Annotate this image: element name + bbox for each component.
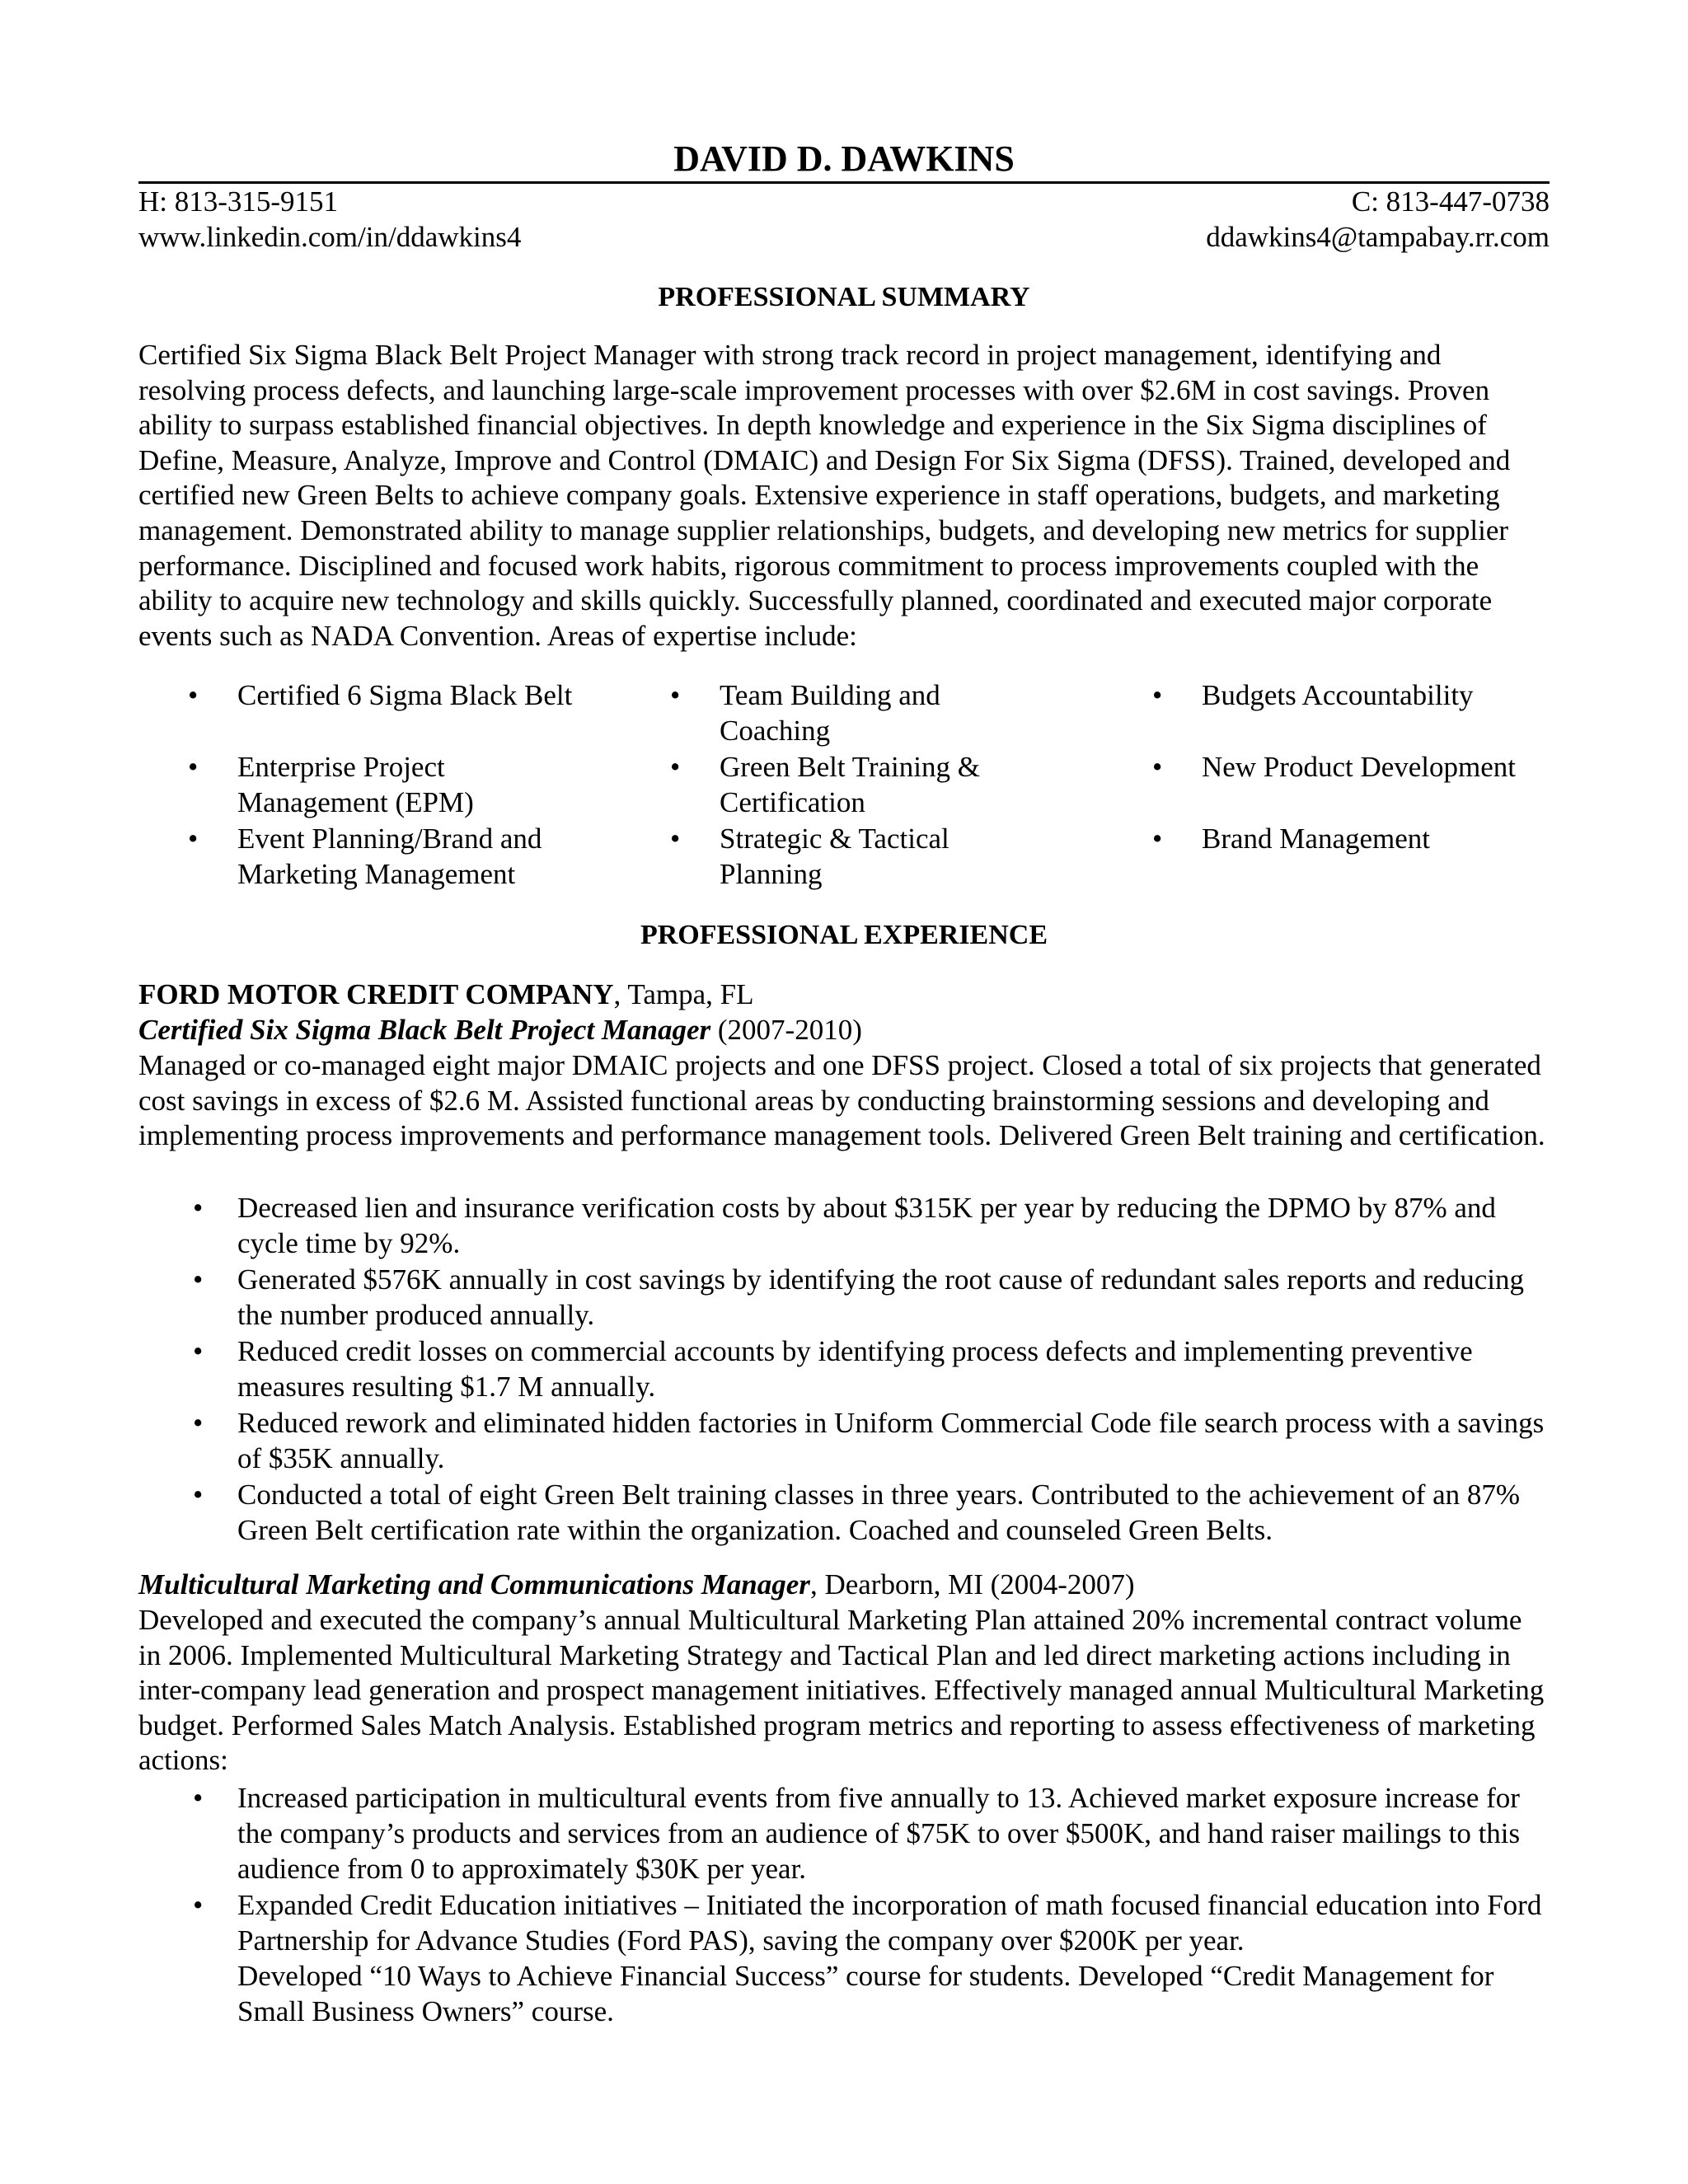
bullet-icon: •: [193, 1782, 204, 1814]
summary-text: Certified Six Sigma Black Belt Project Manager with strong track record in project management, identifying and resolving process defects, and launching large-scale improvement processes with over $2.6M in cost savings. Proven ability to surpass established financial objectives. In depth knowledge and experience in the Six Sigma disciplines of Define, Measure, Analyze, Improve and Control (DMAIC) and Design For Six Sigma (DFSS). Trained, developed and certified new Green Belts to achieve company goals. Extensive experience in staff operations, budgets, and marketing management. Demonstrated ability to manage supplier relationships, budgets, and developing new metrics for supplier performance. Disciplined and focused work habits, rigorous commitment to process improvements coupled with the ability to acquire new technology and skills quickly. Successfully planned, coordinated and executed major corporate events such as NADA Convention. Areas of expertise include:: [138, 339, 1511, 652]
role-title: Multicultural Marketing and Communications Manager: [138, 1568, 810, 1601]
bullet-icon: •: [188, 679, 199, 711]
skill-item: Certified 6 Sigma Black Belt: [237, 679, 573, 711]
bullet-icon: •: [193, 1335, 204, 1367]
skill-item: Enterprise Project Management (EPM): [237, 751, 474, 818]
skill-item: Brand Management: [1202, 823, 1430, 855]
skill-item: Strategic & Tactical Planning: [720, 823, 950, 890]
cell-phone: C: 813-447-0738: [1351, 185, 1550, 218]
achievement-list: [138, 1780, 1550, 2030]
role-description: Managed or co-managed eight major DMAIC projects and one DFSS project. Closed a total of six projects that generated cost savings in excess of $2.6 M. Assisted functional areas by conducting brainstorming sessions and developing and implementing process improvements and performance management tools. Delivered Green Belt training and certification.: [138, 1049, 1545, 1152]
role-description: Developed and executed the company’s annual Multicultural Marketing Plan attained 20% incremental contract volume in 2006. Implemented Multicultural Marketing Strategy and Tactical Plan and led direct marketing actions including in inter-company lead generation and prospect management initiatives. Effectively managed annual Multicultural Marketing budget. Performed Sales Match Analysis. Established program metrics and reporting to assess effectiveness of marketing actions:: [138, 1604, 1545, 1777]
skills-row: [138, 677, 1550, 750]
bullet-icon: •: [193, 1263, 204, 1296]
bullet-icon: •: [670, 679, 681, 711]
achievement-item: • Reduced credit losses on commercial accounts by identifying process defects and implementing preventive measures resulting $1.7 M annually.: [193, 1335, 1473, 1403]
achievement-item: • Expanded Credit Education initiatives – Initiated the incorporation of math focused financial education into Ford Partnership for Advance Studies (Ford PAS), saving the company over $200K per year.: [193, 1889, 1542, 1957]
achievement-continuation: Developed “10 Ways to Achieve Financial Success” course for students. Developed “Credit Management for Small Business Owners” course.: [237, 1960, 1494, 2027]
role-meta: , Dearborn, MI (2004-2007): [809, 1568, 1135, 1601]
bullet-icon: •: [1152, 751, 1163, 783]
bullet-icon: •: [193, 1407, 204, 1439]
header-divider: [138, 181, 1550, 184]
company-location: , Tampa, FL: [613, 978, 754, 1010]
skill-item: New Product Development: [1202, 751, 1517, 783]
bullet-icon: •: [193, 1889, 204, 1921]
summary-heading: PROFESSIONAL SUMMARY: [658, 282, 1030, 312]
skill-item: Budgets Accountability: [1202, 679, 1474, 711]
contact-row-phones: [138, 185, 1550, 219]
role-title: Certified Six Sigma Black Belt Project Manager: [138, 1014, 711, 1046]
company-line: [138, 977, 1550, 1012]
bullet-icon: •: [188, 823, 199, 855]
bullet-icon: •: [1152, 679, 1163, 711]
bullet-icon: •: [670, 751, 681, 783]
experience-heading: PROFESSIONAL EXPERIENCE: [640, 920, 1048, 950]
bullet-icon: •: [1152, 823, 1163, 855]
role-title-line: [138, 1568, 1550, 1602]
linkedin-link[interactable]: www.linkedin.com/in/ddawkins4: [138, 221, 522, 253]
bullet-icon: •: [188, 751, 199, 783]
achievement-item: • Conducted a total of eight Green Belt training classes in three years. Contributed to the achievement of an 87% Green Belt certification rate within the organization. Coached and counseled Green Belts.: [193, 1479, 1521, 1546]
candidate-name: DAVID D. DAWKINS: [673, 138, 1015, 179]
company-name: FORD MOTOR CREDIT COMPANY: [138, 978, 614, 1010]
contact-row-links: [138, 220, 1550, 255]
achievement-item: • Decreased lien and insurance verification costs by about $315K per year by reducing the DPMO by 87% and cycle time by 92%.: [193, 1192, 1496, 1259]
achievement-item: • Reduced rework and eliminated hidden factories in Uniform Commercial Code file search process with a savings of $35K annually.: [193, 1407, 1545, 1474]
skill-item: Green Belt Training & Certification: [720, 751, 980, 818]
bullet-icon: •: [193, 1479, 204, 1511]
skill-item: Team Building and Coaching: [720, 679, 940, 747]
skills-row: [138, 749, 1550, 822]
achievement-item: • Increased participation in multicultural events from five annually to 13. Achieved market exposure increase for the company’s products and services from an audience of $75K to over $500K, and hand raiser mailings to this audience from 0 to approximately $30K per year.: [193, 1782, 1521, 1885]
skills-row: [138, 821, 1550, 893]
bullet-icon: •: [670, 823, 681, 855]
email-link[interactable]: ddawkins4@tampabay.rr.com: [1206, 221, 1550, 253]
skill-item: Event Planning/Brand and Marketing Management: [237, 823, 542, 890]
home-phone: H: 813-315-9151: [138, 185, 339, 218]
bullet-icon: •: [193, 1192, 204, 1224]
role-meta: (2007-2010): [710, 1014, 862, 1046]
achievement-item: • Generated $576K annually in cost savings by identifying the root cause of redundant sales reports and reducing the number produced annually.: [193, 1263, 1524, 1331]
achievement-list: [138, 1190, 1550, 1549]
role-title-line: [138, 1013, 1550, 1047]
